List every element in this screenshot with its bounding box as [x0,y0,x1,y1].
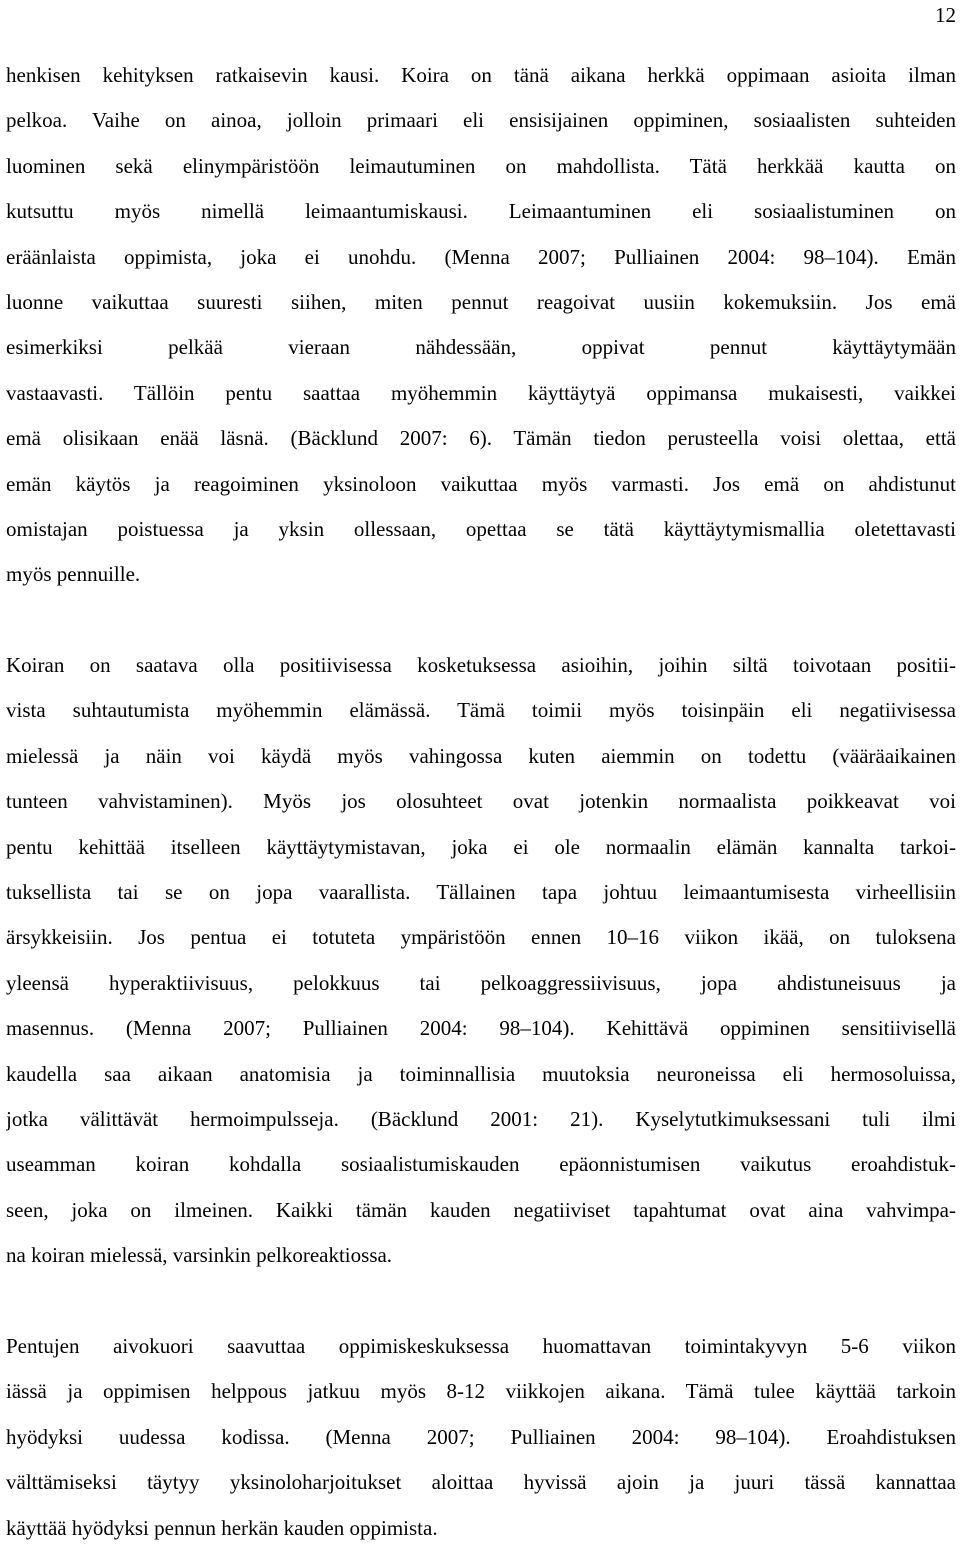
text-line: hyödyksi uudessa kodissa. (Menna 2007; Pulliainen 2004: 98–104). Eroahdistuksen [6,1424,956,1449]
text-line: emän käytös ja reagoiminen yksinoloon vaikuttaa myös varmasti. Jos emä on ahdistunut [6,471,956,496]
text-line: vastaavasti. Tällöin pentu saattaa myöhemmin käyttäytyä oppimansa mukaisesti, vaikkei [6,380,956,405]
text-line: tuksellista tai se on jopa vaarallista. Tällainen tapa johtuu leimaantumisesta virheellisiin [6,880,956,905]
text-line: kutsuttu myös nimellä leimaantumiskausi. Leimaantuminen eli sosiaalistuminen on [6,199,956,224]
text-line: ärsykkeisiin. Jos pentua ei totuteta ympäristöön ennen 10–16 viikon ikää, on tuloksena [6,925,956,950]
text-line: kaudella saa aikaan anatomisia ja toiminnallisia muutoksia neuroneissa eli hermosoluissa, [6,1061,956,1086]
text-line: välttämiseksi täytyy yksinoloharjoitukset aloittaa hyvissä ajoin ja juuri tässä kannattaa [6,1470,956,1495]
text-line: pelkoa. Vaihe on ainoa, jolloin primaari eli ensisijainen oppiminen, sosiaalisten suhteiden [6,108,956,133]
text-line: Koiran on saatava olla positiivisessa kosketuksessa asioihin, joihin siltä toivotaan positii- [6,653,956,678]
paragraph-spacer [6,598,956,643]
text-line: seen, joka on ilmeinen. Kaikki tämän kauden negatiiviset tapahtumat ovat aina vahvimpa- [6,1197,956,1222]
text-line: luominen sekä elinympäristöön leimautuminen on mahdollista. Tätä herkkää kautta on [6,153,956,178]
paragraph [6,643,956,1278]
paragraph [6,53,956,598]
text-line: Pentujen aivokuori saavuttaa oppimiskeskuksessa huomattavan toimintakyvyn 5-6 viikon [6,1333,956,1358]
text-line: henkisen kehityksen ratkaisevin kausi. Koira on tänä aikana herkkä oppimaan asioita ilman [6,63,956,87]
text-line: na koiran mielessä, varsinkin pelkoreaktiossa. [6,1243,393,1268]
text-line: yleensä hyperaktiivisuus, pelokkuus tai pelkoaggressiivisuus, jopa ahdistuneisuus ja [6,970,956,995]
text-line: jotka välittävät hermoimpulsseja. (Bäcklund 2001: 21). Kyselytutkimuksessani tuli ilmi [6,1106,956,1131]
text-line: tunteen vahvistaminen). Myös jos olosuhteet ovat jotenkin normaalista poikkeavat voi [6,789,956,814]
document-body [6,53,956,1551]
text-line: pentu kehittää itselleen käyttäytymistavan, joka ei ole normaalin elämän kannalta tarkoi- [6,834,956,859]
text-line: omistajan poistuessa ja yksin ollessaan, opettaa se tätä käyttäytymismallia oletettavasti [6,516,956,541]
text-line: myös pennuille. [6,562,141,587]
text-line: masennus. (Menna 2007; Pulliainen 2004: 98–104). Kehittävä oppiminen sensitiivisellä [6,1016,956,1041]
page-number: 12 [935,3,956,27]
text-line: useamman koiran kohdalla sosiaalistumiskauden epäonnistumisen vaikutus eroahdistuk- [6,1152,956,1177]
text-line: emä olisikaan enää läsnä. (Bäcklund 2007: 6). Tämän tiedon perusteella voisi olettaa, että [6,426,956,451]
text-line: luonne vaikuttaa suuresti siihen, miten pennut reagoivat uusiin kokemuksiin. Jos emä [6,289,956,314]
text-line: eräänlaista oppimista, joka ei unohdu. (Menna 2007; Pulliainen 2004: 98–104). Emän [6,244,956,269]
text-line: vista suhtautumista myöhemmin elämässä. Tämä toimii myös toisinpäin eli negatiivisessa [6,698,956,723]
text-line: mielessä ja näin voi käydä myös vahingossa kuten aiemmin on todettu (vääräaikainen [6,743,956,768]
text-line: iässä ja oppimisen helppous jatkuu myös 8-12 viikkojen aikana. Tämä tulee käyttää tarkoin [6,1379,956,1404]
paragraph-spacer [6,1279,956,1324]
paragraph [6,1324,956,1551]
text-line: käyttää hyödyksi pennun herkän kauden oppimista. [6,1515,438,1540]
text-line: esimerkiksi pelkää vieraan nähdessään, oppivat pennut käyttäytymään [6,335,956,360]
